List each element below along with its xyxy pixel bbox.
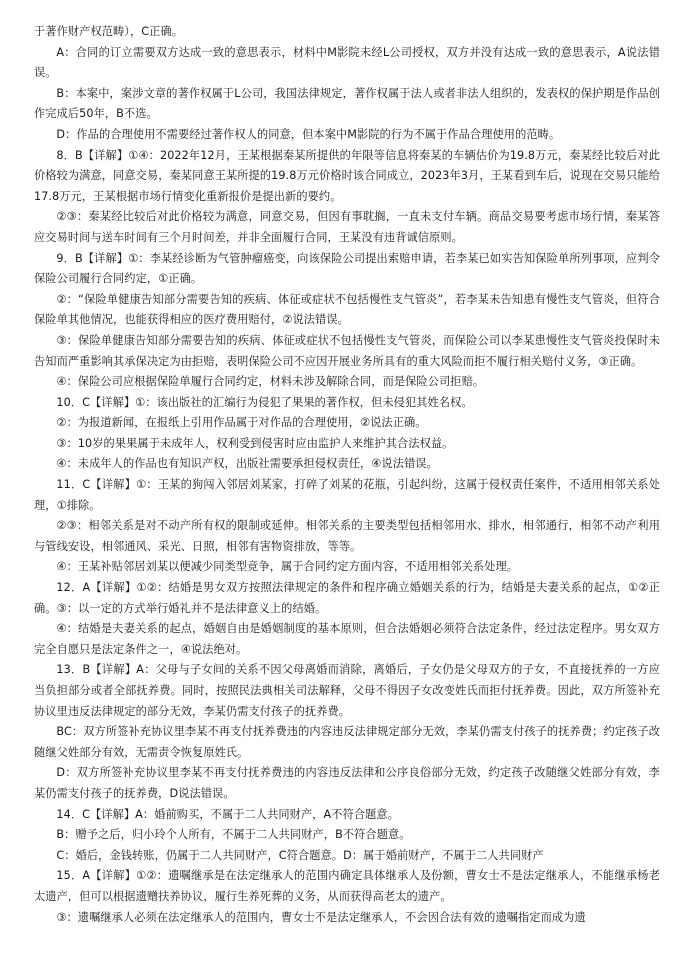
document-body [34, 22, 660, 928]
paragraph: 8．B【详解】①④：2022年12月，王某根据秦某所提供的年限等信息将秦某的车辆估价为19.8万元，秦某经比较后对此价格较为满意，同意交易，秦某同意王某所提的19.8万元价格时该合同成立，2023年3月，王某看到车后，说现在交易只能给17.8万元，王某根据市场行情变化重新报价是提出新的要约。 [34, 148, 660, 203]
paragraph: 13．B【详解】A：父母与子女间的关系不因父母离婚而消除，离婚后，子女仍是父母双方的子女，不直接抚养的一方应当负担部分或者全部抚养费。同时，按照民法典相关司法解释，父母不得因子女改变姓氏而拒付抚养费。因此，双方所签补充协议里违反法律规定的部分无效，李某仍需支付孩子的抚养费。 [34, 663, 660, 718]
paragraph: ④：保险公司应根据保险单履行合同约定，材料未涉及解除合同，而是保险公司拒赔。 [56, 375, 485, 389]
paragraph: ④：结婚是夫妻关系的起点，婚姻自由是婚姻制度的基本原则，但合法婚姻必须符合法定条件，经过法定程序。男女双方完全自愿只是法定条件之一，④说法绝对。 [34, 622, 660, 656]
paragraph: 15．A【详解】①②：遗嘱继承是在法定继承人的范围内确定具体继承人及份额，曹女士不是法定继承人，不能继承杨老太遗产，但可以根据遗赠扶养协议，履行生养死葬的义务，从而获得高老太的遗产。 [34, 869, 660, 903]
paragraph: A：合同的订立需要双方达成一致的意思表示，材料中M影院未经L公司授权，双方并没有达成一致的意思表示，A说法错误。 [34, 45, 660, 80]
paragraph: B：本案中，案涉文章的著作权属于L公司，我国法律规定，著作权属于法人或者非法人组织的，发表权的保护期是作品创作完成后50年，B不选。 [34, 86, 660, 121]
paragraph: B：赠予之后，归小玲个人所有，不属于二人共同财产，B不符合题意。 [56, 828, 411, 842]
paragraph: D：作品的合理使用不需要经过著作权人的同意，但本案中M影院的行为不属于作品合理使用的范畴。 [56, 127, 561, 141]
paragraph: ②③：相邻关系是对不动产所有权的限制或延伸。相邻关系的主要类型包括相邻用水、排水，相邻通行，相邻不动产利用与管线安设，相邻通风、采光、日照，相邻有害物资排放，等等。 [34, 519, 660, 553]
paragraph: C：婚后，金钱转账，仍属于二人共同财产，C符合题意。D：属于婚前财产，不属于二人共同财产 [56, 848, 544, 862]
paragraph: ③：保险单健康告知部分需要告知的疾病、体征或症状不包括慢性支气管炎，而保险公司以李某患慢性支气管炎投保时未告知而严重影响其承保决定为由拒赔，表明保险公司不应因开展业务所具有的重大风险而拒不履行相关赔付义务，③正确。 [34, 333, 660, 368]
paragraph: D：双方所签补充协议里李某不再支付抚养费违的内容违反法律和公序良俗部分无效，约定孩子改随继父姓部分有效，李某仍需支付孩子的抚养费，D说法错误。 [34, 766, 660, 800]
paragraph: 12．A【详解】①②：结婚是男女双方按照法律规定的条件和程序确立婚姻关系的行为，结婚是夫妻关系的起点，①②正确。③：以一定的方式举行婚礼并不是法律意义上的结婚。 [34, 581, 660, 615]
paragraph: 11．C【详解】①：王某的狗闯入邻居刘某家，打碎了刘某的花瓶，引起纠纷，这属于侵权责任案件，不适用相邻关系处理，①排除。 [34, 478, 660, 512]
paragraph: ③：遗嘱继承人必须在法定继承人的范围内，曹女士不是法定继承人，不会因合法有效的遗嘱指定而成为遗 [56, 910, 586, 924]
paragraph: 14．C【详解】A：婚前购买，不属于二人共同财产，A不符合题意。 [56, 807, 400, 821]
paragraph: ②③：秦某经比较后对此价格较为满意，同意交易，但因有事耽搁，一直未支付车辆。商品交易要考虑市场行情，秦某答应交易时间与送车时间有三个月时间差，并非全面履行合同，王某没有违背诚信原则。 [34, 210, 660, 244]
paragraph: ④：未成年人的作品也有知识产权，出版社需要承担侵权责任，④说法错误。 [56, 457, 438, 471]
paragraph: ②：为报道新闻，在报纸上引用作品属于对作品的合理使用，②说法正确。 [56, 416, 427, 430]
paragraph: 10．C【详解】①：该出版社的汇编行为侵犯了果果的著作权，但未侵犯其姓名权。 [56, 395, 473, 409]
paragraph: 于著作财产权范畴），C正确。 [34, 25, 184, 38]
paragraph: ④：王某补贴邻居刘某以便减少同类型竞争，属于合同约定方面内容，不适用相邻关系处理。 [56, 560, 519, 574]
paragraph: 9．B【详解】①：李某经诊断为气管肿瘤癌变，向该保险公司提出索赔申请，若李某已如实告知保险单所列事项，应判令保险公司履行合同约定，①正确。 [34, 251, 660, 286]
paragraph: ③：10岁的果果属于未成年人，权利受到侵害时应由监护人来维护其合法权益。 [56, 436, 454, 450]
paragraph: BC：双方所签补充协议里李某不再支付抚养费违的内容违反法律规定部分无效，李某仍需支付孩子的抚养费；约定孩子改随继父姓部分有效，无需责令恢复原姓氏。 [34, 725, 660, 759]
paragraph: ②：“保险单健康告知部分需要告知的疾病、体征或症状不包括慢性支气管炎”，若李某未告知患有慢性支气管炎，但符合保险单其他情况，也能获得相应的医疗费用赔付，②说法错误。 [34, 292, 660, 327]
